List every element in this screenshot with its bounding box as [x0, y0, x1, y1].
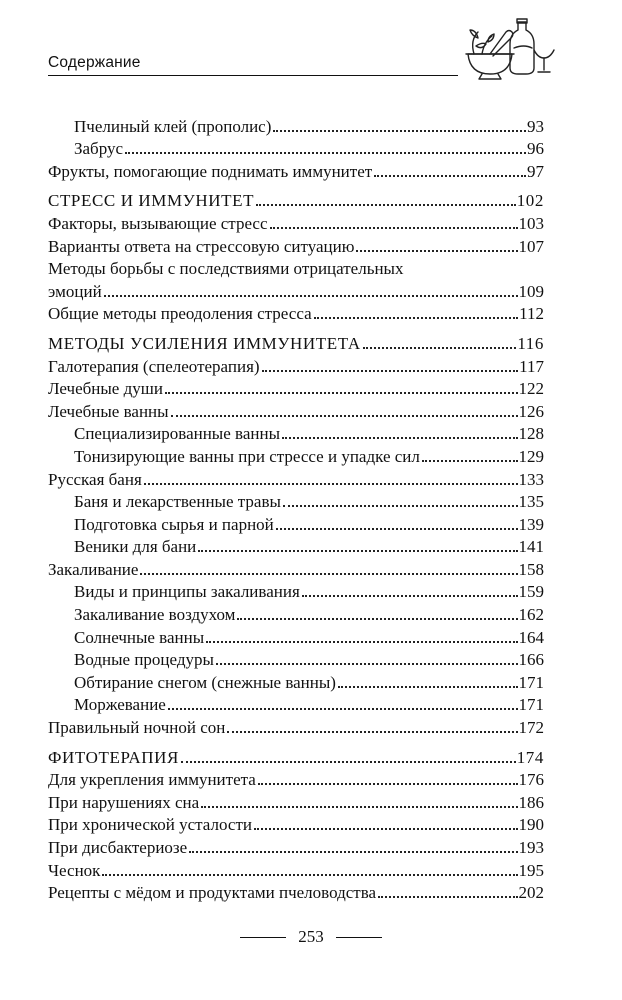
toc-page-number: 96: [527, 139, 544, 159]
toc-entry-title: Методы борьбы с последствиями отрицательных: [48, 259, 404, 279]
toc-entry-row[interactable]: [48, 157, 544, 180]
toc-entry-title: Тонизирующие ванны при стрессе и упадке сил: [74, 446, 420, 466]
toc-dot-leader: [206, 641, 517, 643]
toc-dot-leader: [104, 295, 518, 297]
toc-entry-row[interactable]: [48, 578, 544, 601]
toc-page-number: 112: [519, 304, 544, 324]
toc-entry-row[interactable]: [48, 555, 544, 578]
toc-entry-title: Подготовка сырья и парной: [74, 514, 274, 534]
toc-entry-title: Для укрепления иммунитета: [48, 770, 256, 790]
toc-entry-title: Специализированные ванны: [74, 424, 280, 444]
toc-entry-row[interactable]: [48, 352, 544, 375]
toc-dot-leader: [302, 595, 518, 597]
toc-page-number: 103: [518, 213, 544, 233]
running-header: [48, 48, 592, 82]
toc-dot-leader: [273, 130, 526, 132]
toc-dot-leader: [270, 227, 518, 229]
toc-dot-leader: [276, 528, 518, 530]
toc-entry-row[interactable]: [48, 112, 544, 135]
toc-entry-row[interactable]: [48, 420, 544, 443]
running-header-title: Содержание: [48, 54, 141, 71]
table-of-contents: [48, 112, 544, 901]
toc-entry-title: Моржевание: [74, 695, 166, 715]
toc-page-number: 190: [518, 815, 544, 835]
toc-dot-leader: [338, 686, 518, 688]
toc-entry-title: Закаливание: [48, 559, 139, 579]
toc-entry-row[interactable]: [48, 277, 544, 300]
toc-dot-leader: [165, 392, 518, 394]
toc-entry-row[interactable]: [48, 533, 544, 556]
toc-entry-row[interactable]: [48, 766, 544, 789]
toc-dot-leader: [314, 317, 519, 319]
header-rule: [48, 75, 458, 76]
toc-dot-leader: [171, 415, 518, 417]
toc-page-number: 159: [518, 582, 544, 602]
toc-entry-title: Водные процедуры: [74, 650, 214, 670]
toc-dot-leader: [168, 708, 518, 710]
toc-entry-row[interactable]: [48, 255, 544, 278]
toc-entry-row[interactable]: [48, 375, 544, 398]
toc-entry-row[interactable]: [48, 232, 544, 255]
toc-dot-leader: [140, 573, 517, 575]
toc-entry-title: Веники для бани: [74, 537, 197, 557]
toc-dot-leader: [198, 550, 517, 552]
toc-dot-leader: [374, 175, 526, 177]
toc-entry-title: Факторы, вызывающие стресс: [48, 213, 268, 233]
toc-entry-row[interactable]: [48, 691, 544, 714]
toc-entry-row[interactable]: [48, 600, 544, 623]
toc-entry-title: Забрус: [74, 139, 124, 159]
toc-page-number: 171: [518, 695, 544, 715]
toc-page-number: 202: [518, 883, 544, 903]
toc-entry-row[interactable]: [48, 856, 544, 879]
toc-page-number: 107: [518, 236, 544, 256]
toc-page-number: 166: [518, 650, 544, 670]
toc-page-number: 133: [518, 469, 544, 489]
toc-page-number: 116: [517, 333, 544, 353]
toc-section-row[interactable]: [48, 329, 544, 352]
toc-entry-title: Правильный ночной сон: [48, 718, 226, 738]
toc-dot-leader: [282, 437, 518, 439]
toc-page-number: 97: [527, 161, 544, 181]
toc-dot-leader: [227, 731, 517, 733]
toc-entry-title: Рецепты с мёдом и продуктами пчеловодства: [48, 883, 377, 903]
toc-page-number: 141: [518, 537, 544, 557]
toc-page-number: 93: [527, 116, 544, 136]
page-footer: [0, 925, 622, 949]
toc-entry-title: Варианты ответа на стрессовую ситуацию: [48, 236, 355, 256]
toc-entry-row[interactable]: [48, 135, 544, 158]
toc-dot-leader: [237, 618, 517, 620]
toc-dot-leader: [356, 250, 517, 252]
toc-entry-row[interactable]: [48, 646, 544, 669]
toc-page-number: 102: [516, 191, 544, 211]
toc-entry-row[interactable]: [48, 488, 544, 511]
toc-section-row[interactable]: [48, 187, 544, 210]
toc-entry-row[interactable]: [48, 442, 544, 465]
toc-page-number: 128: [518, 424, 544, 444]
toc-dot-leader: [256, 204, 516, 206]
toc-dot-leader: [363, 347, 517, 349]
toc-dot-leader: [144, 483, 518, 485]
toc-entry-row[interactable]: [48, 510, 544, 533]
toc-entry-title: ФИТОТЕРАПИЯ: [48, 747, 179, 767]
toc-dot-leader: [283, 505, 518, 507]
toc-entry-row[interactable]: [48, 300, 544, 323]
toc-dot-leader: [102, 874, 517, 876]
toc-entry-title: Закаливание воздухом: [74, 605, 236, 625]
toc-entry-title: Баня и лекарственные травы: [74, 492, 281, 512]
toc-page-number: 174: [516, 747, 544, 767]
toc-page-number: 186: [518, 792, 544, 812]
toc-page-number: 193: [518, 838, 544, 857]
toc-entry-title: Лечебные ванны: [48, 401, 169, 421]
toc-entry-title: Русская баня: [48, 469, 142, 489]
toc-page-number: 129: [518, 446, 544, 466]
toc-entry-row[interactable]: [48, 209, 544, 232]
toc-entry-title: Виды и принципы закаливания: [74, 582, 300, 602]
toc-page-number: 135: [518, 492, 544, 512]
toc-entry-row[interactable]: [48, 833, 544, 856]
toc-entry-row[interactable]: [48, 788, 544, 811]
toc-entry-row[interactable]: [48, 623, 544, 646]
toc-entry-title: Солнечные ванны: [74, 627, 205, 647]
toc-entry-row[interactable]: [48, 668, 544, 691]
toc-page-number: 139: [518, 514, 544, 534]
toc-entry-title: МЕТОДЫ УСИЛЕНИЯ ИММУНИТЕТА: [48, 333, 361, 353]
toc-dot-leader: [422, 460, 518, 462]
toc-entry-title: При хронической усталости: [48, 815, 252, 835]
toc-dot-leader: [216, 663, 518, 665]
toc-dot-leader: [262, 370, 519, 372]
toc-dot-leader: [378, 896, 517, 898]
toc-page-number: 176: [518, 770, 544, 790]
toc-entry-title: СТРЕСС И ИММУНИТЕТ: [48, 191, 255, 211]
toc-page-number: 117: [519, 356, 544, 376]
mortar-and-herbs-icon: [460, 14, 556, 80]
toc-entry-row[interactable]: [48, 811, 544, 834]
toc-entry-row[interactable]: [48, 397, 544, 420]
toc-entry-title: Галотерапия (спелеотерапия): [48, 356, 260, 376]
toc-page-number: 164: [518, 627, 544, 647]
toc-page-number: 162: [518, 605, 544, 625]
toc-entry-title: При дисбактериозе: [48, 838, 188, 857]
toc-entry-title: Чеснок: [48, 860, 101, 880]
toc-page-number: 126: [518, 401, 544, 421]
toc-dot-leader: [254, 828, 518, 830]
toc-entry-title: Лечебные души: [48, 379, 163, 399]
toc-page-number: 195: [518, 860, 544, 880]
toc-entry-title: Пчелиный клей (прополис): [74, 116, 272, 136]
toc-page-number: 172: [518, 718, 544, 738]
toc-entry-title: Обтирание снегом (снежные ванны): [74, 672, 336, 692]
toc-section-row[interactable]: [48, 743, 544, 766]
toc-dot-leader: [201, 806, 517, 808]
toc-page-number: 109: [518, 281, 544, 301]
footer-rule-left: [240, 937, 286, 938]
toc-entry-title: Фрукты, помогающие поднимать иммунитет: [48, 161, 373, 181]
toc-dot-leader: [189, 851, 517, 853]
page-number: 253: [298, 927, 324, 946]
toc-dot-leader: [258, 783, 518, 785]
toc-entry-row[interactable]: [48, 713, 544, 736]
toc-entry-row[interactable]: [48, 879, 544, 902]
toc-entry-row[interactable]: [48, 465, 544, 488]
toc-page-number: 158: [518, 559, 544, 579]
toc-entry-title: эмоций: [48, 281, 102, 301]
toc-page-number: 122: [518, 379, 544, 399]
toc-dot-leader: [181, 761, 516, 763]
footer-rule-right: [336, 937, 382, 938]
toc-entry-title: Общие методы преодоления стресса: [48, 304, 312, 324]
toc-dot-leader: [125, 152, 526, 154]
toc-entry-title: При нарушениях сна: [48, 792, 200, 812]
toc-page-number: 171: [518, 672, 544, 692]
